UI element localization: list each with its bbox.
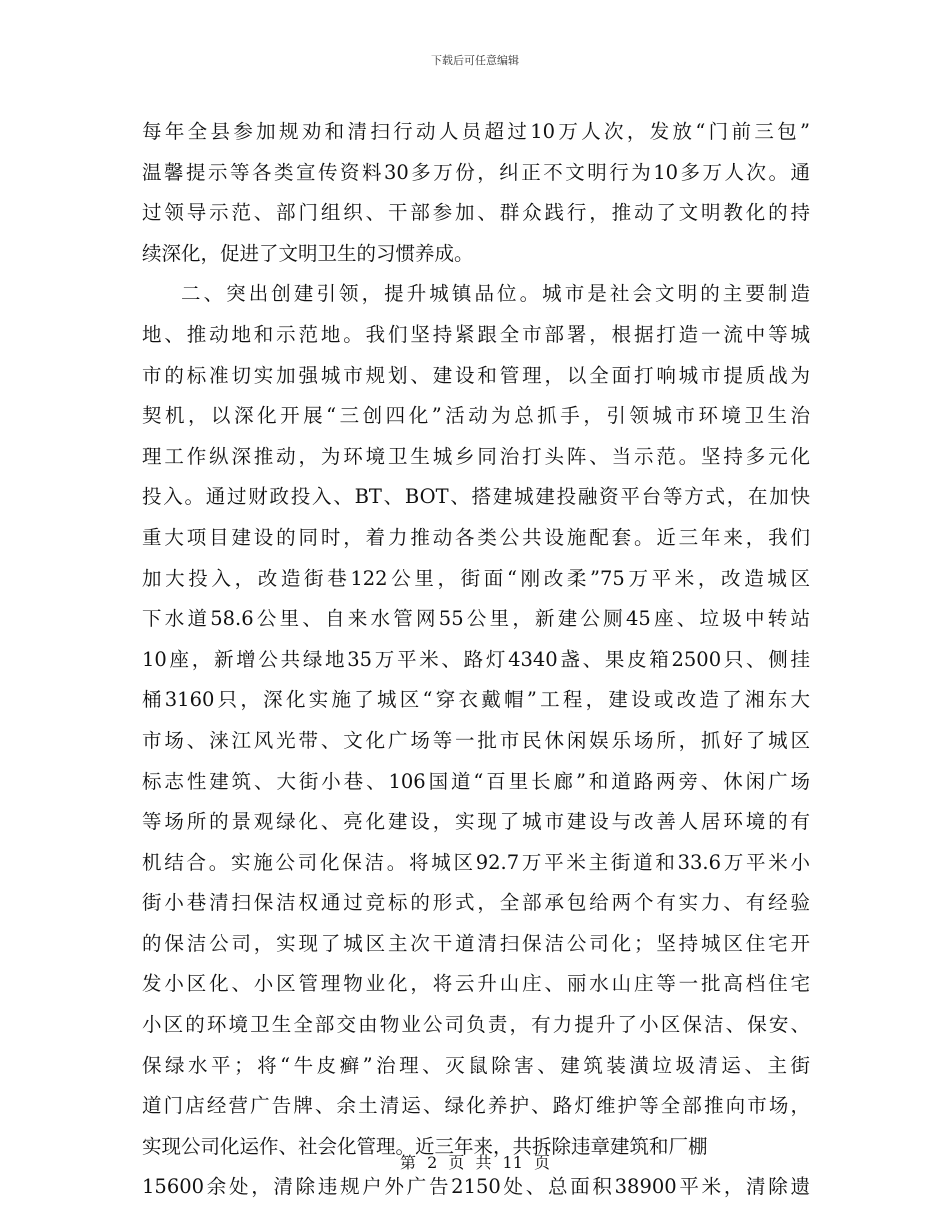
text-line: 等场所的景观绿化、亮化建设，实现了城市建设与改善人居环境的有	[142, 810, 810, 834]
text-line: 契机，以深化开展“三创四化”活动为总抓手，引领城市环境卫生治	[142, 404, 810, 428]
text-line: 温馨提示等各类宣传资料30多万份，纠正不文明行为10多万人次。通	[142, 160, 810, 184]
text-line: 标志性建筑、大街小巷、106国道“百里长廊”和道路两旁、休闲广场	[142, 769, 810, 793]
text-line: 市的标准切实加强城市规划、建设和管理，以全面打响城市提质战为	[142, 363, 810, 387]
text-line: 桶3160只，深化实施了城区“穿衣戴帽”工程，建设或改造了湘东大	[142, 688, 810, 712]
text-line: 过领导示范、部门组织、干部参加、群众践行，推动了文明教化的持	[142, 201, 810, 225]
text-line: 10座，新增公共绿地35万平米、路灯4340盏、果皮箱2500只、侧挂	[142, 647, 810, 671]
text-line: 小区的环境卫生全部交由物业公司负责，有力提升了小区保洁、保安、	[142, 1013, 810, 1037]
text-line: 加大投入，改造街巷122公里，街面“刚改柔”75万平米，改造城区	[142, 566, 810, 590]
text-line: 发小区化、小区管理物业化，将云升山庄、丽水山庄等一批高档住宅	[142, 972, 810, 996]
text-line: 15600余处，清除违规户外广告2150处、总面积38900平米，清除遗	[142, 1175, 810, 1199]
text-line: 街小巷清扫保洁权通过竞标的形式，全部承包给两个有实力、有经验	[142, 891, 810, 915]
text-line: 下水道58.6公里、自来水管网55公里，新建公厕45座、垃圾中转站	[142, 607, 810, 631]
text-line: 理工作纵深推动，为环境卫生城乡同治打头阵、当示范。坚持多元化	[142, 444, 810, 468]
text-line: 机结合。实施公司化保洁。将城区92.7万平米主街道和33.6万平米小	[142, 850, 810, 874]
text-line: 每年全县参加规劝和清扫行动人员超过10万人次，发放“门前三包”	[142, 120, 810, 143]
text-line: 市场、涞江风光带、文化广场等一批市民休闲娱乐场所，抓好了城区	[142, 728, 810, 752]
text-line: 投入。通过财政投入、BT、BOT、搭建城建投融资平台等方式，在加快	[142, 485, 810, 509]
text-line: 道门店经营广告牌、余土清运、绿化养护、路灯维护等全部推向市场，	[142, 1094, 810, 1118]
text-line: 重大项目建设的同时，着力推动各类公共设施配套。近三年来，我们	[142, 525, 810, 549]
text-line: 续深化，促进了文明卫生的习惯养成。	[142, 241, 474, 265]
text-line: 实现公司化运作、社会化管理。近三年来，共拆除违章建筑和厂棚	[142, 1134, 708, 1158]
document-body	[142, 112, 810, 1208]
page-header-note: 下载后可任意编辑	[431, 54, 519, 67]
text-line: 二、突出创建引领，提升城镇品位。城市是社会文明的主要制造	[181, 282, 810, 306]
text-line: 保绿水平；将“牛皮癣”治理、灭鼠除害、建筑装潢垃圾清运、主街	[142, 1053, 810, 1077]
text-line: 的保洁公司，实现了城区主次干道清扫保洁公司化；坚持城区住宅开	[142, 931, 810, 955]
text-line: 地、推动地和示范地。我们坚持紧跟全市部署，根据打造一流中等城	[142, 322, 810, 346]
page-number-footer: 第 2 页 共 11 页	[400, 1153, 550, 1172]
